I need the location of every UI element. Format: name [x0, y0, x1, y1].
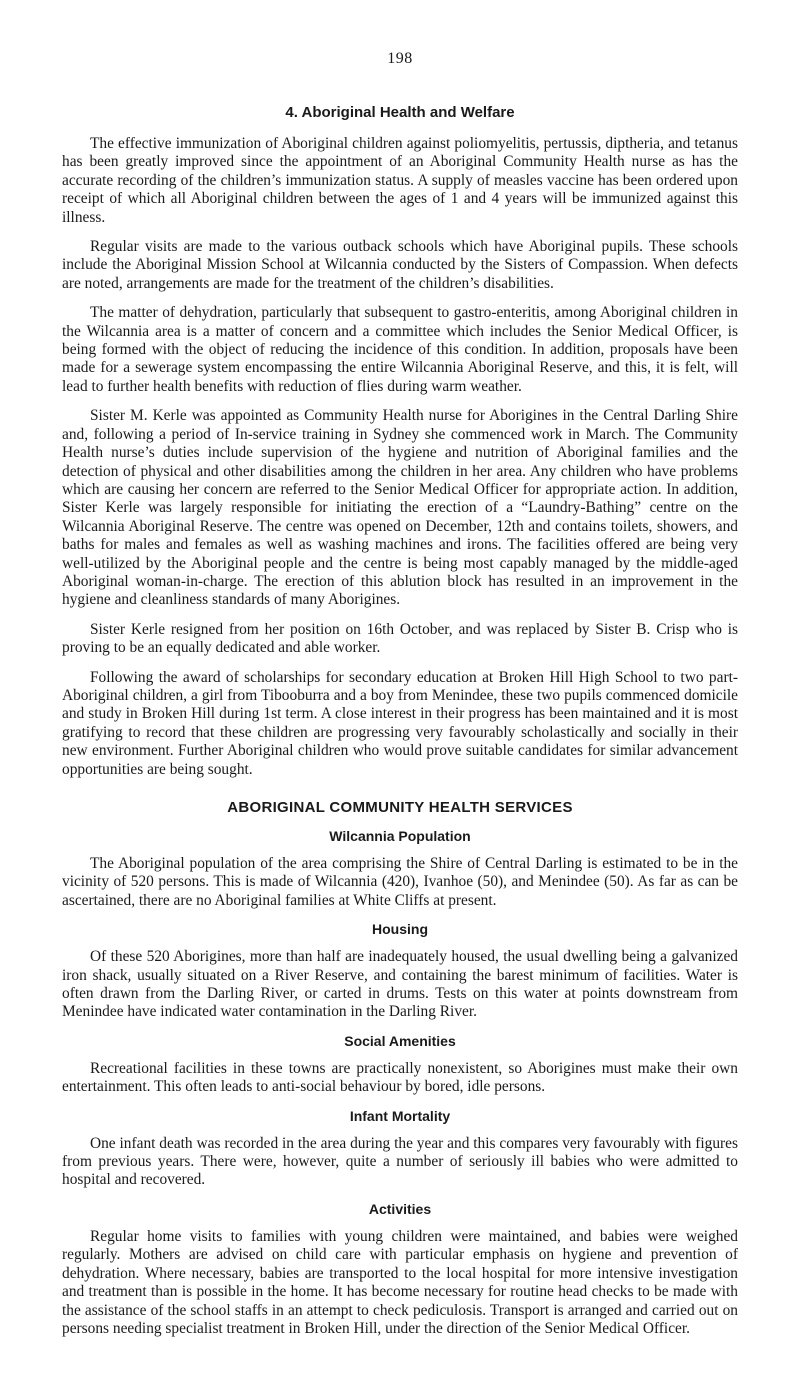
- paragraph-school-visits: Regular visits are made to the various outback schools which have Aboriginal pupils. These schools include the Aboriginal Mission School at Wilcannia conducted by the Sisters of Compassion. When defects are noted, arrangements are made for the treatment of the children’s disabilities.: [62, 238, 738, 292]
- subheading-activities: Activities: [368, 1200, 432, 1217]
- section-title: 4. Aboriginal Health and Welfare: [285, 104, 515, 121]
- subheading-housing: Housing: [372, 921, 428, 938]
- subheading-infant-mortality: Infant Mortality: [349, 1107, 451, 1124]
- paragraph-activities: Regular home visits to families with young children were maintained, and babies were weighed regularly. Mothers are advised on child care with particular emphasis on hygiene and prevention of dehydration. Where necessary, babies are transported to the local hospital for more intensive investigation and treatment than is possible in the home. It has become necessary for routine head checks to be made with the assistance of the school staffs in an attempt to check pediculosis. Transport is arranged and carried out on persons needing specialist treatment in Broken Hill, under the direction of the Senior Medical Officer.: [62, 1227, 738, 1337]
- paragraph-resignation: Sister Kerle resigned from her position on 16th October, and was replaced by Sister B. Crisp who is proving to be an equally dedicated and able worker.: [62, 620, 738, 657]
- paragraph-housing: Of these 520 Aborigines, more than half are inadequately housed, the usual dwelling being a galvanized iron shack, usually situated on a River Reserve, and containing the barest minimum of facilities. Water is often drawn from the Darling River, or carted in drums. Tests on this water at points downstream from Menindee have indicated water contamination in the Darling River.: [62, 948, 738, 1021]
- paragraph-dehydration: The matter of dehydration, particularly that subsequent to gastro-enteritis, among Aboriginal children in the Wilcannia area is a matter of concern and a committee which includes the Senior Medical Officer, is being formed with the object of reducing the incidence of this condition. In addition, proposals have been made for a sewerage system encompassing the entire Wilcannia Aboriginal Reserve, and this, it is felt, will lead to further health benefits with reduction of flies during warm weather.: [62, 304, 738, 395]
- subheading-social-amenities: Social Amenities: [344, 1032, 456, 1049]
- paragraph-community-nurse: Sister M. Kerle was appointed as Community Health nurse for Aborigines in the Central Darling Shire and, following a period of In-service training in Sydney she commenced work in March. The Community Health nurse’s duties include supervision of the hygiene and nutrition of Aboriginal families and the detection of physical and other disabilities among the children in her area. Any children who have problems which are causing her concern are referred to the Senior Medical Officer for appropriate action. In addition, Sister Kerle was largely responsible for initiating the erection of a “Laundry-Bathing” centre on the Wilcannia Aboriginal Reserve. The centre was opened on December, 12th and contains toilets, showers, and baths for males and females as well as washing machines and irons. The facilities offered are being very well-utilized by the Aboriginal people and the centre is being most capably managed by the middle-aged Aboriginal woman-in-charge. The erection of this ablution block has resulted in an improvement in the hygiene and cleanliness standards of many Aborigines.: [62, 407, 738, 609]
- subheading-population: Wilcannia Population: [329, 828, 471, 844]
- paragraph-immunization: The effective immunization of Aboriginal children against poliomyelitis, pertussis, diptheria, and tetanus has been greatly improved since the appointment of an Aboriginal Community Health nurse as has the accurate recording of the children’s immunization status. A supply of measles vaccine has been ordered upon receipt of which all Aboriginal children between the ages of 1 and 4 years will be immunized against this illness.: [62, 135, 738, 226]
- page-content: [62, 104, 738, 1349]
- paragraph-scholarships: Following the award of scholarships for secondary education at Broken Hill High School to two part-Aboriginal children, a girl from Tibooburra and a boy from Menindee, these two pupils commenced domicile and study in Broken Hill during 1st term. A close interest in their progress has been maintained and it is most gratifying to record that these children are progressing very favourably scholastically and socially in their new environment. Further Aboriginal children who would prove suitable candidates for similar advancement opportunities are being sought.: [62, 668, 738, 778]
- page-number: 198: [387, 50, 413, 67]
- paragraph-population: The Aboriginal population of the area comprising the Shire of Central Darling is estimated to be in the vicinity of 520 persons. This is made of Wilcannia (420), Ivanhoe (50), and Menindee (50). As far as can be ascertained, there are no Aboriginal families at White Cliffs at present.: [62, 855, 738, 909]
- services-heading: ABORIGINAL COMMUNITY HEALTH SERVICES: [227, 799, 573, 816]
- paragraph-social-amenities: Recreational facilities in these towns are practically nonexistent, so Aborigines must make their own entertainment. This often leads to anti-social behaviour by bored, idle persons.: [62, 1059, 738, 1096]
- paragraph-infant-mortality: One infant death was recorded in the area during the year and this compares very favourably with figures from previous years. There were, however, quite a number of seriously ill babies who were admitted to hospital and recovered.: [62, 1134, 738, 1189]
